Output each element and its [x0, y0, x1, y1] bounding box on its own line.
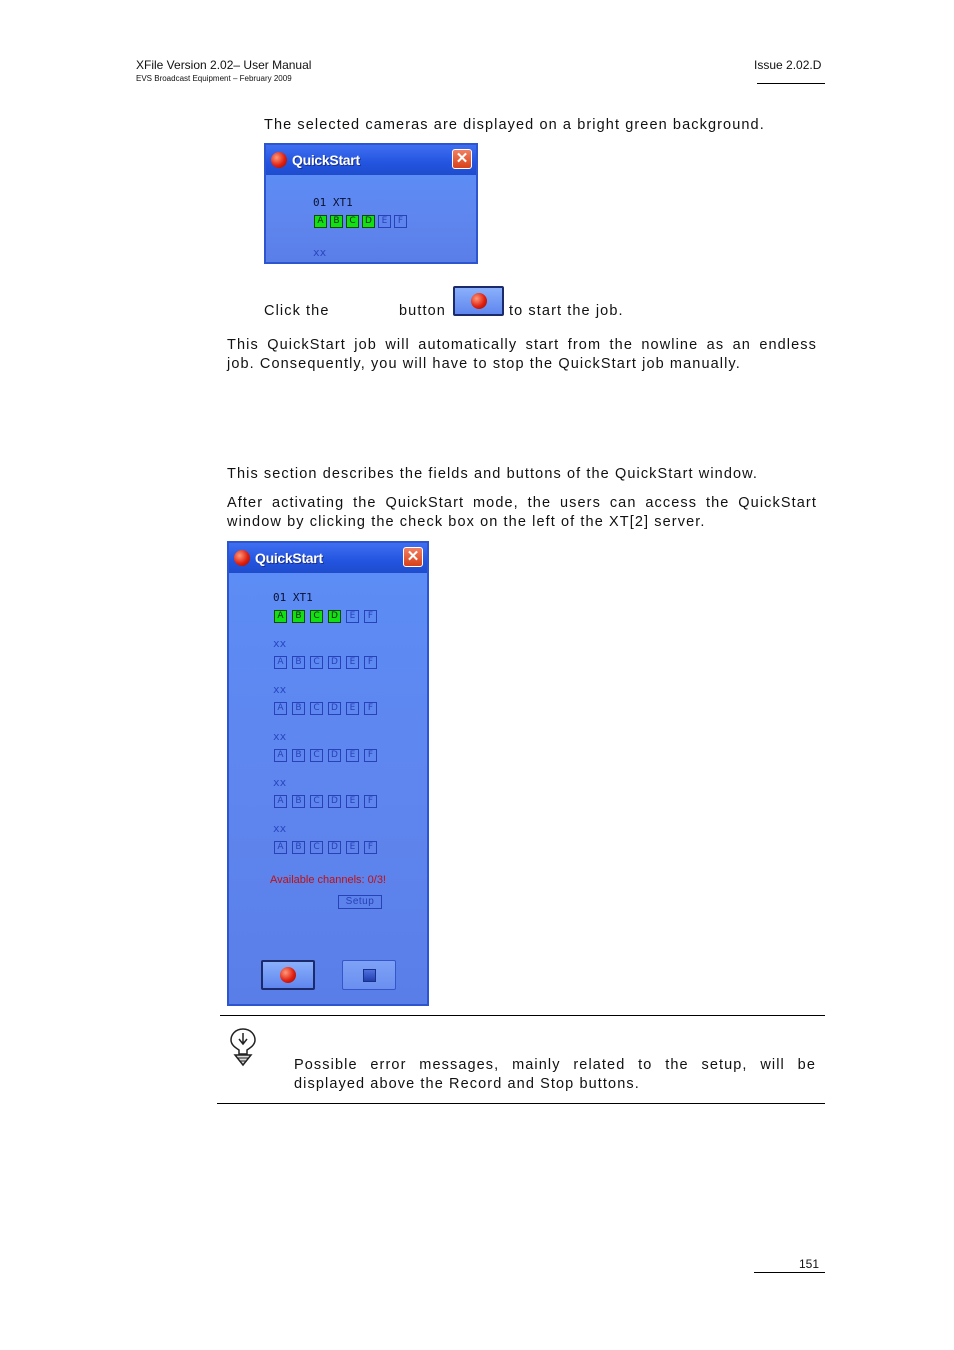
camera-checkbox-b[interactable]: B [330, 215, 343, 228]
camera-selector [314, 215, 407, 228]
server-label: xx [313, 246, 327, 259]
camera-selector [274, 702, 377, 715]
camera-checkbox-d[interactable]: D [328, 702, 341, 715]
paragraph-endless-job-line2: job. Consequently, you will have to stop the QuickStart job manually. [227, 356, 741, 372]
server-label: xx [273, 637, 287, 651]
server-label: 01 XT1 [313, 196, 353, 209]
camera-checkbox-a[interactable]: A [274, 702, 287, 715]
quickstart-window [227, 541, 429, 1006]
available-channels-message: Available channels: 0/3! [270, 874, 386, 886]
stop-icon [363, 969, 376, 982]
window-title-bar[interactable] [229, 543, 427, 573]
paragraph-endless-job-line1: This QuickStart job will automatically start from the nowline as an endless [227, 337, 817, 353]
camera-checkbox-a[interactable]: A [274, 656, 287, 669]
click-text-button: button [399, 303, 446, 319]
camera-checkbox-e[interactable]: E [346, 841, 359, 854]
note-bottom-rule [217, 1103, 825, 1104]
server-label: xx [273, 729, 287, 743]
camera-checkbox-f[interactable]: F [364, 749, 377, 762]
window-title: QuickStart [255, 550, 323, 566]
camera-checkbox-e[interactable]: E [346, 702, 359, 715]
setup-button[interactable]: Setup [338, 895, 382, 909]
record-icon [471, 293, 487, 309]
camera-checkbox-e[interactable]: E [346, 749, 359, 762]
issue-number: Issue 2.02.D [754, 58, 822, 72]
note-icon [226, 1027, 260, 1067]
camera-checkbox-a[interactable]: A [274, 795, 287, 808]
server-label: xx [273, 683, 287, 697]
window-title-bar[interactable] [266, 145, 476, 175]
camera-checkbox-b[interactable]: B [292, 610, 305, 623]
app-logo-icon [271, 152, 287, 168]
paragraph-activation-line2: window by clicking the check box on the left of the XT[2] server. [227, 514, 706, 530]
camera-selector [274, 749, 377, 762]
server-label: xx [273, 822, 287, 835]
camera-checkbox-c[interactable]: C [310, 702, 323, 715]
camera-checkbox-b[interactable]: B [292, 841, 305, 854]
camera-checkbox-b[interactable]: B [292, 656, 305, 669]
camera-checkbox-f[interactable]: F [394, 215, 407, 228]
camera-checkbox-e[interactable]: E [346, 795, 359, 808]
camera-checkbox-e[interactable]: E [346, 656, 359, 669]
window-body [266, 175, 476, 262]
header-rule [757, 83, 825, 84]
camera-checkbox-c[interactable]: C [310, 795, 323, 808]
app-logo-icon [234, 550, 250, 566]
record-button[interactable] [261, 960, 315, 990]
server-label: xx [273, 775, 287, 789]
click-text-end: to start the job. [509, 303, 624, 319]
record-icon [280, 967, 296, 983]
camera-checkbox-d[interactable]: D [362, 215, 375, 228]
camera-checkbox-e[interactable]: E [346, 610, 359, 623]
camera-checkbox-c[interactable]: C [310, 841, 323, 854]
camera-checkbox-c[interactable]: C [346, 215, 359, 228]
camera-checkbox-b[interactable]: B [292, 702, 305, 715]
note-top-rule [220, 1015, 825, 1016]
paragraph-activation-line1: After activating the QuickStart mode, the users can access the QuickStart [227, 495, 817, 511]
camera-checkbox-a[interactable]: A [274, 749, 287, 762]
window-title: QuickStart [292, 152, 360, 168]
camera-checkbox-c[interactable]: C [310, 610, 323, 623]
manual-subtitle: EVS Broadcast Equipment – February 2009 [136, 74, 292, 83]
paragraph-selected-cameras: The selected cameras are displayed on a bright green background. [264, 117, 765, 133]
window-body [229, 573, 427, 1004]
paragraph-section-description: This section describes the fields and buttons of the QuickStart window. [227, 466, 759, 482]
footer-rule [754, 1272, 825, 1273]
camera-checkbox-f[interactable]: F [364, 610, 377, 623]
camera-checkbox-b[interactable]: B [292, 749, 305, 762]
camera-checkbox-f[interactable]: F [364, 841, 377, 854]
camera-checkbox-d[interactable]: D [328, 841, 341, 854]
note-text-line2: displayed above the Record and Stop buttons. [294, 1076, 640, 1092]
camera-checkbox-d[interactable]: D [328, 610, 341, 623]
camera-checkbox-e[interactable]: E [378, 215, 391, 228]
camera-checkbox-c[interactable]: C [310, 656, 323, 669]
camera-selector [274, 656, 377, 669]
server-label: 01 XT1 [273, 591, 313, 604]
stop-button[interactable] [342, 960, 396, 990]
click-text-start: Click the [264, 303, 330, 319]
camera-checkbox-a[interactable]: A [274, 841, 287, 854]
camera-selector [274, 841, 377, 854]
camera-checkbox-f[interactable]: F [364, 795, 377, 808]
page-number: 151 [799, 1257, 820, 1271]
quickstart-window-small [264, 143, 478, 264]
note-text-line1: Possible error messages, mainly related to the setup, will be [294, 1057, 816, 1073]
close-button[interactable]: ✕ [403, 547, 423, 567]
close-button[interactable]: ✕ [452, 149, 472, 169]
camera-checkbox-d[interactable]: D [328, 749, 341, 762]
camera-selector [274, 610, 377, 623]
camera-checkbox-d[interactable]: D [328, 656, 341, 669]
camera-checkbox-f[interactable]: F [364, 702, 377, 715]
camera-checkbox-c[interactable]: C [310, 749, 323, 762]
camera-checkbox-b[interactable]: B [292, 795, 305, 808]
camera-checkbox-d[interactable]: D [328, 795, 341, 808]
camera-checkbox-f[interactable]: F [364, 656, 377, 669]
camera-checkbox-a[interactable]: A [314, 215, 327, 228]
camera-checkbox-a[interactable]: A [274, 610, 287, 623]
manual-title: XFile Version 2.02– User Manual [136, 58, 312, 72]
camera-selector [274, 795, 377, 808]
record-button-inline[interactable] [453, 286, 504, 316]
